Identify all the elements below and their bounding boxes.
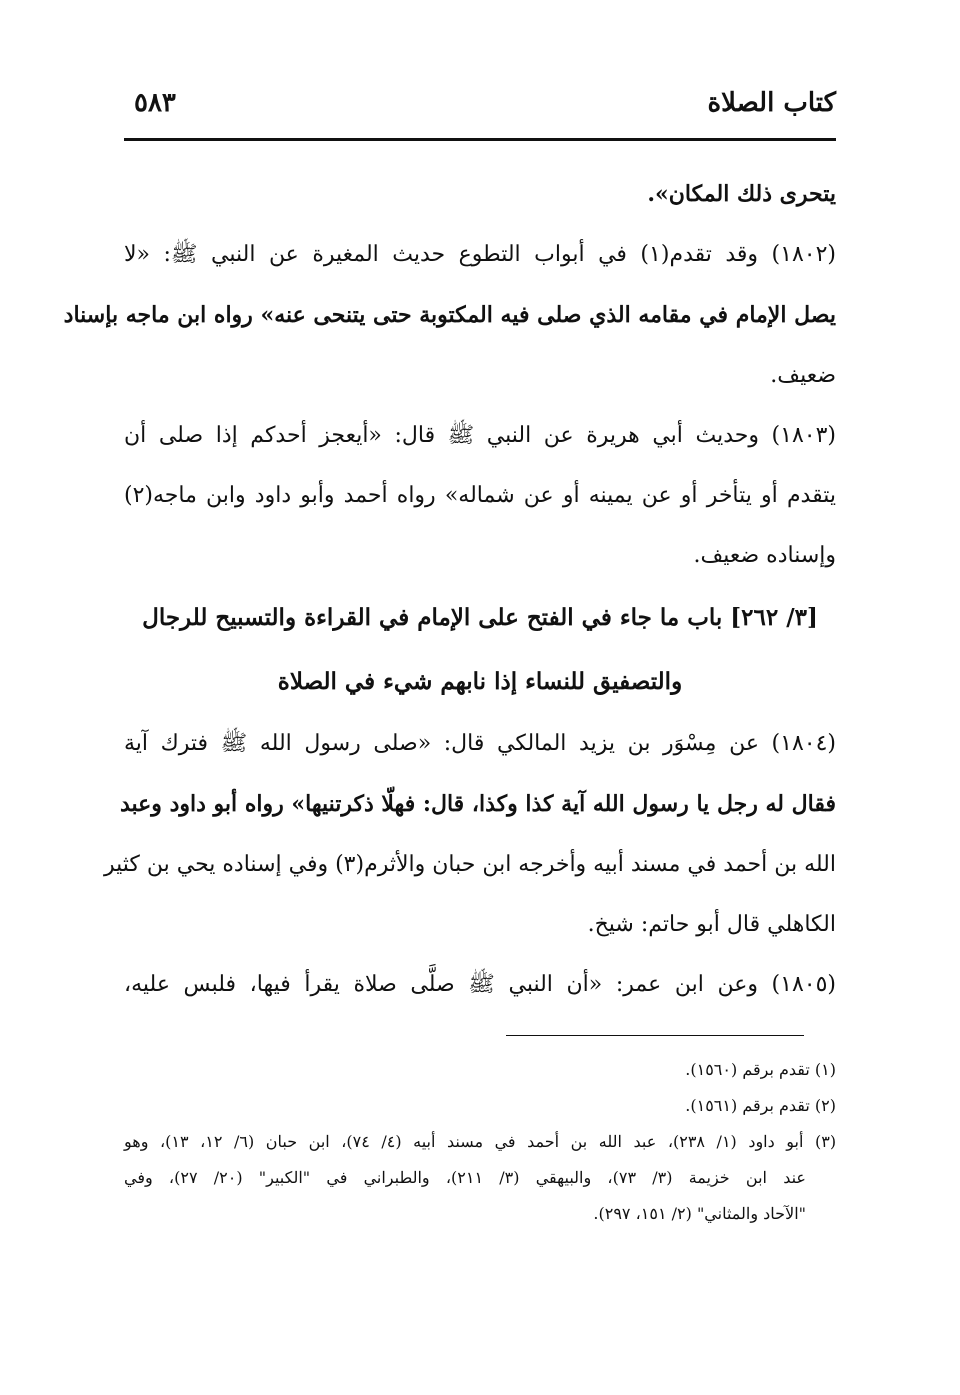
text-line: فقال له رجل يا رسول الله آية كذا وكذا، قال: فهلّا ذكرتنيها» رواه أبو داود وعبد (119, 791, 836, 817)
text-line: يصل الإمام في مقامه الذي صلى فيه المكتوبة حتى يتنحى عنه» رواه ابن ماجه بإسناد (63, 302, 836, 328)
footnote: (٢) تقدم برقم (١٥٦١). (685, 1096, 836, 1115)
text-line: (١٨٠٥) وعن ابن عمر: «أن النبي ﷺ صلَّى صلاة يقرأ فيها، فلبس عليه، (124, 972, 836, 997)
footnote: (١) تقدم برقم (١٥٦٠). (685, 1060, 836, 1079)
text-line: الكاهلي قال أبو حاتم: شيخ. (587, 912, 836, 937)
text-line: يتحرى ذلك المكان». (647, 181, 836, 207)
header-rule (124, 138, 836, 141)
text-line: يتقدم أو يتأخر أو عن يمينه أو عن شماله» رواه أحمد وأبو داود وابن ماجه(٢) (124, 483, 836, 508)
footnote-separator (506, 1035, 804, 1036)
chapter-heading: [٣/ ٢٦٢] باب ما جاء في الفتح على الإمام في القراءة والتسبيح للرجال (142, 604, 818, 631)
footnotes (124, 1052, 836, 1232)
footnote: (٣) أبو داود (١/ ٢٣٨)، عبد الله بن أحمد في مسند أبيه (٤/ ٧٤)، ابن حبان (٦/ ١٢، ١٣)، وهو (124, 1132, 837, 1151)
footnote-continuation: "الآحاد والمثاني" (٢/ ١٥١، ٢٩٧). (593, 1204, 806, 1223)
text-line: (١٨٠٤) عن مِسْوَر بن يزيد المالكي قال: «صلى رسول الله ﷺ فترك آية (124, 731, 836, 756)
text-line: الله بن أحمد في مسند أبيه وأخرجه ابن حبان والأثرم(٣) وفي إسناده يحي بن كثير (104, 852, 836, 877)
running-title: كتاب الصلاة (707, 88, 836, 118)
footnote-continuation: عند ابن خزيمة (٣/ ٧٣)، والبيهقي (٣/ ٢١١)، والطبراني في "الكبير" (٢٠/ ٢٧)، وفي (124, 1168, 806, 1187)
page-header (124, 88, 836, 134)
text-line: (١٨٠٢) وقد تقدم(١) في أبواب التطوع حديث المغيرة عن النبي ﷺ: «لا (124, 242, 837, 267)
text-line: وإسناده ضعيف. (693, 543, 836, 568)
text-line: ضعيف. (770, 363, 836, 388)
chapter-heading: والتصفيق للنساء إذا نابهم شيء في الصلاة (277, 668, 683, 695)
text-line: (١٨٠٣) وحديث أبي هريرة عن النبي ﷺ قال: «أيعجز أحدكم إذا صلى أن (124, 423, 836, 448)
page-number: ٥٨٣ (134, 88, 176, 118)
main-text (63, 164, 837, 1015)
